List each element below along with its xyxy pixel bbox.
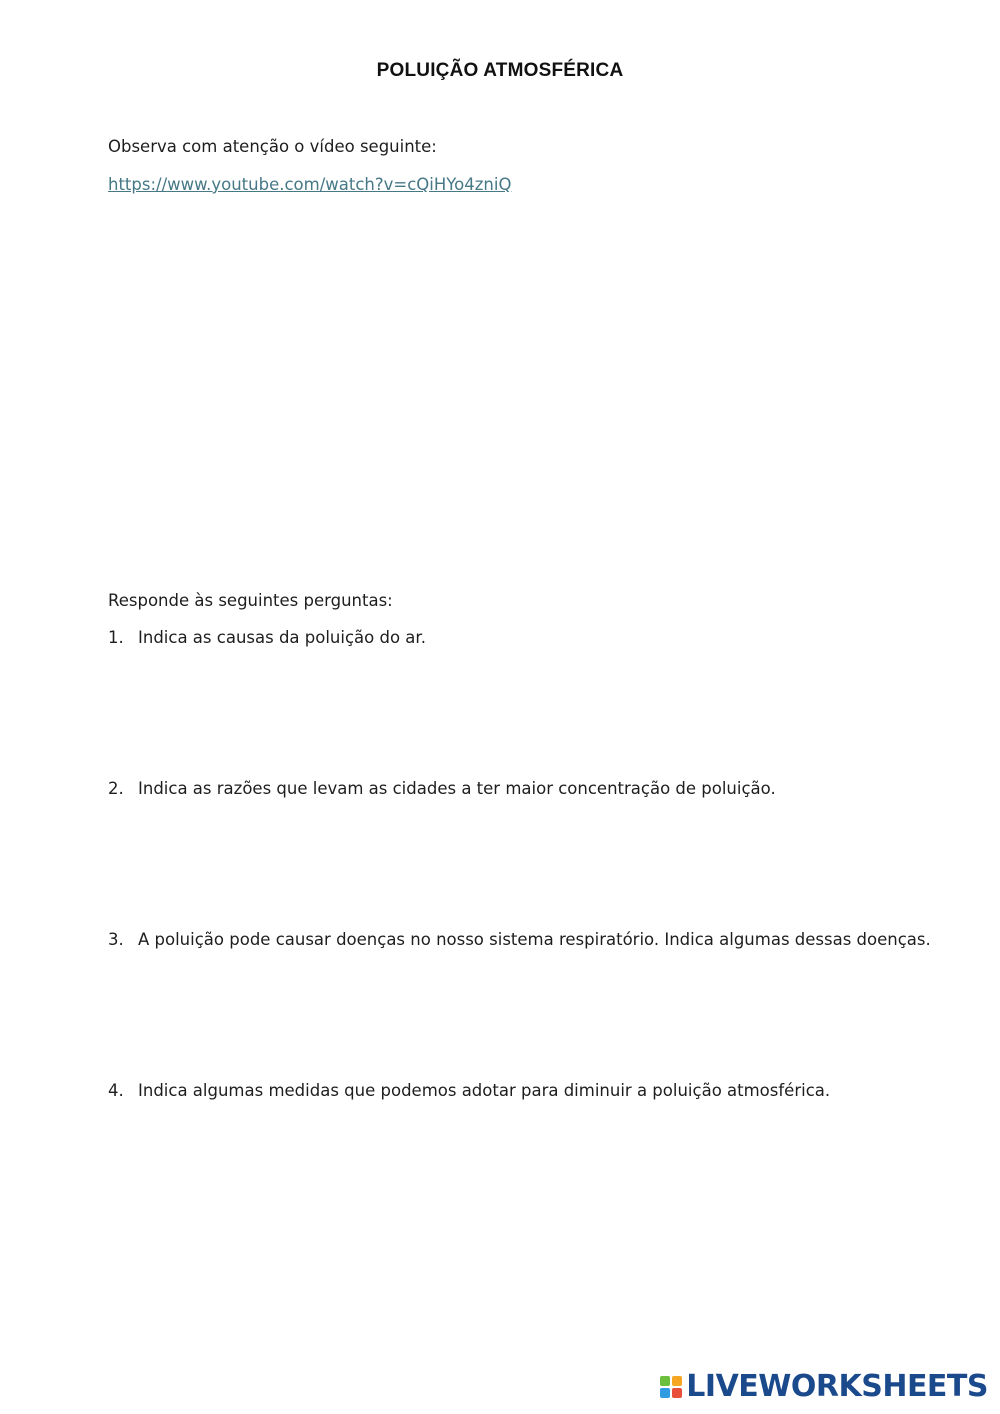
question-text: Indica as razões que levam as cidades a ter maior concentração de poluição.	[138, 779, 776, 798]
video-link[interactable]: https://www.youtube.com/watch?v=cQiHYo4zniQ	[108, 175, 512, 194]
question-1	[108, 628, 426, 647]
liveworksheets-brand[interactable]	[660, 1369, 988, 1404]
liveworksheets-logo-icon	[660, 1376, 682, 1398]
brand-name: LIVEWORKSHEETS	[686, 1369, 988, 1404]
question-4	[108, 1081, 830, 1100]
question-2	[108, 779, 776, 798]
question-3	[108, 930, 931, 949]
answer-area-3[interactable]	[108, 962, 908, 1072]
question-text: A poluição pode causar doenças no nosso sistema respiratório. Indica algumas dessas doenças.	[138, 930, 931, 949]
question-text: Indica algumas medidas que podemos adotar para diminuir a poluição atmosférica.	[138, 1081, 831, 1100]
answer-area-4[interactable]	[108, 1113, 908, 1313]
question-number: 3.	[108, 930, 124, 949]
question-number: 4.	[108, 1081, 124, 1100]
answer-area-1[interactable]	[108, 660, 908, 770]
intro-text: Observa com atenção o vídeo seguinte:	[108, 137, 437, 156]
question-text: Indica as causas da poluição do ar.	[138, 628, 426, 647]
video-embed-area[interactable]	[108, 215, 908, 575]
question-number: 1.	[108, 628, 124, 647]
instructions-text: Responde às seguintes perguntas:	[108, 591, 393, 610]
page-title: POLUIÇÃO ATMOSFÉRICA	[376, 60, 624, 81]
question-number: 2.	[108, 779, 124, 798]
answer-area-2[interactable]	[108, 811, 908, 921]
